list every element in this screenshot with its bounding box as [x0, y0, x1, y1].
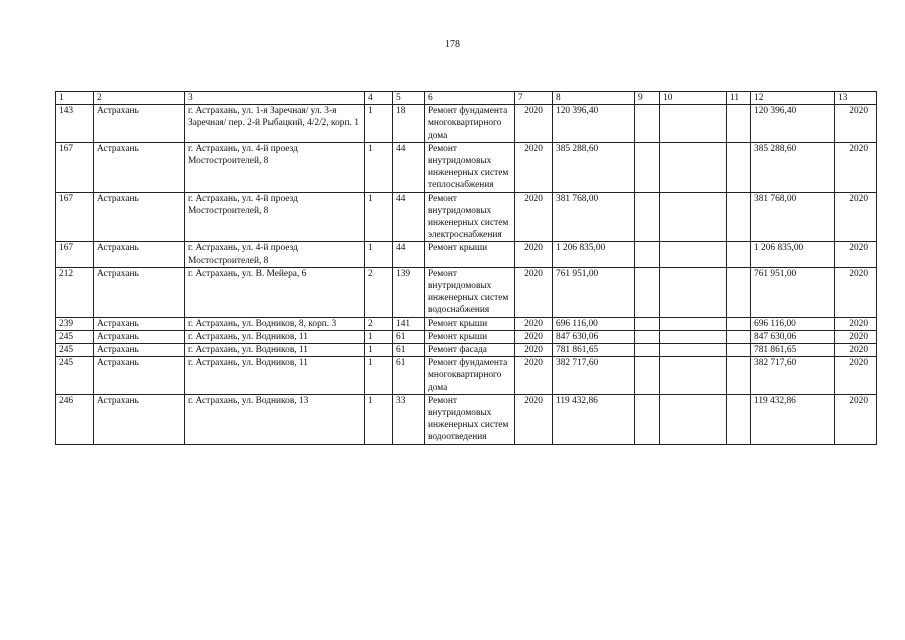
table-cell-col-11: [727, 242, 751, 267]
table-cell-col-1: 246: [56, 394, 94, 444]
table-cell-col-11: [727, 267, 751, 317]
table-cell-col-5: 61: [393, 357, 425, 395]
table-cell-col-13: 2020: [835, 344, 877, 357]
table-cell-col-3: г. Астрахань, ул. Водников, 13: [185, 394, 365, 444]
table-cell-col-3: г. Астрахань, ул. Водников, 11: [185, 357, 365, 395]
table-cell-col-4: 1: [365, 242, 393, 267]
table-cell-col-13: 2020: [835, 192, 877, 242]
column-number: 3: [185, 92, 365, 105]
table-cell-col-4: 1: [365, 357, 393, 395]
table-cell-col-11: [727, 317, 751, 330]
column-number: 9: [635, 92, 660, 105]
table-cell-col-2: Астрахань: [94, 344, 185, 357]
table-cell-col-1: 239: [56, 317, 94, 330]
table-cell-col-9: [635, 267, 660, 317]
column-number: 1: [56, 92, 94, 105]
table-cell-col-11: [727, 344, 751, 357]
table-cell-col-7: 2020: [515, 267, 553, 317]
table-cell-col-5: 33: [393, 394, 425, 444]
table-cell-col-1: 245: [56, 344, 94, 357]
table-cell-col-6: Ремонт крыши: [425, 330, 515, 343]
table-cell-col-12: 761 951,00: [751, 267, 835, 317]
table-cell-col-3: г. Астрахань, ул. Водников, 11: [185, 330, 365, 343]
table-cell-col-9: [635, 394, 660, 444]
table-cell-col-4: 1: [365, 394, 393, 444]
table-cell-col-13: 2020: [835, 242, 877, 267]
table-cell-col-12: 696 116,00: [751, 317, 835, 330]
table-cell-col-10: [660, 267, 727, 317]
table-cell-col-12: 1 206 835,00: [751, 242, 835, 267]
table-cell-col-4: 1: [365, 330, 393, 343]
table-cell-col-10: [660, 192, 727, 242]
table-cell-col-9: [635, 330, 660, 343]
table-cell-col-6: Ремонт внутридомовых инженерных систем водоснабжения: [425, 267, 515, 317]
column-number: 2: [94, 92, 185, 105]
table-cell-col-10: [660, 242, 727, 267]
table-cell-col-6: Ремонт фундамента многоквартирного дома: [425, 105, 515, 143]
table-cell-col-13: 2020: [835, 394, 877, 444]
table-body: [56, 92, 877, 445]
table-cell-col-13: 2020: [835, 357, 877, 395]
table-cell-col-9: [635, 142, 660, 192]
table-cell-col-9: [635, 357, 660, 395]
table-cell-col-2: Астрахань: [94, 242, 185, 267]
table-cell-col-7: 2020: [515, 394, 553, 444]
table-cell-col-8: 761 951,00: [553, 267, 635, 317]
table-cell-col-8: 1 206 835,00: [553, 242, 635, 267]
table-cell-col-5: 61: [393, 330, 425, 343]
table-cell-col-12: 781 861,65: [751, 344, 835, 357]
table-cell-col-3: г. Астрахань, ул. В. Мейера, 6: [185, 267, 365, 317]
table-cell-col-1: 167: [56, 142, 94, 192]
table-cell-col-11: [727, 192, 751, 242]
table-row: [56, 394, 877, 444]
column-number: 10: [660, 92, 727, 105]
table-cell-col-8: 781 861,65: [553, 344, 635, 357]
table-cell-col-12: 385 288,60: [751, 142, 835, 192]
table-cell-col-6: Ремонт внутридомовых инженерных систем водоотведения: [425, 394, 515, 444]
table-cell-col-2: Астрахань: [94, 105, 185, 143]
column-number-row: [56, 92, 877, 105]
table-cell-col-10: [660, 344, 727, 357]
table-cell-col-12: 120 396,40: [751, 105, 835, 143]
table-cell-col-8: 381 768,00: [553, 192, 635, 242]
table-cell-col-11: [727, 105, 751, 143]
table-cell-col-13: 2020: [835, 317, 877, 330]
table-cell-col-10: [660, 105, 727, 143]
table-cell-col-9: [635, 344, 660, 357]
table-row: [56, 192, 877, 242]
table-cell-col-4: 2: [365, 267, 393, 317]
table-cell-col-11: [727, 142, 751, 192]
table-cell-col-4: 1: [365, 142, 393, 192]
table-row: [56, 267, 877, 317]
table-cell-col-5: 139: [393, 267, 425, 317]
table-cell-col-8: 120 396,40: [553, 105, 635, 143]
table-row: [56, 105, 877, 143]
table-cell-col-6: Ремонт фундамента многоквартирного дома: [425, 357, 515, 395]
table-cell-col-7: 2020: [515, 357, 553, 395]
table-cell-col-3: г. Астрахань, ул. 4-й проезд Мостостроителей, 8: [185, 192, 365, 242]
table-cell-col-1: 245: [56, 330, 94, 343]
table-cell-col-6: Ремонт крыши: [425, 317, 515, 330]
table-cell-col-6: Ремонт крыши: [425, 242, 515, 267]
table-cell-col-5: 141: [393, 317, 425, 330]
table-cell-col-7: 2020: [515, 242, 553, 267]
repair-program-table: [55, 91, 877, 445]
column-number: 7: [515, 92, 553, 105]
table-cell-col-6: Ремонт фасада: [425, 344, 515, 357]
table-cell-col-4: 1: [365, 344, 393, 357]
table-cell-col-5: 18: [393, 105, 425, 143]
table-cell-col-2: Астрахань: [94, 142, 185, 192]
table-cell-col-9: [635, 242, 660, 267]
table-cell-col-12: 119 432,86: [751, 394, 835, 444]
table-cell-col-7: 2020: [515, 330, 553, 343]
page-number: 178: [445, 39, 460, 50]
table-cell-col-7: 2020: [515, 142, 553, 192]
table-cell-col-9: [635, 105, 660, 143]
table-cell-col-6: Ремонт внутридомовых инженерных систем электроснабжения: [425, 192, 515, 242]
table-cell-col-10: [660, 142, 727, 192]
table-cell-col-5: 44: [393, 192, 425, 242]
table-row: [56, 142, 877, 192]
table-cell-col-13: 2020: [835, 142, 877, 192]
table-cell-col-3: г. Астрахань, ул. Водников, 11: [185, 344, 365, 357]
table-cell-col-4: 2: [365, 317, 393, 330]
table-cell-col-7: 2020: [515, 105, 553, 143]
table-cell-col-5: 61: [393, 344, 425, 357]
table-row: [56, 330, 877, 343]
table-row: [56, 317, 877, 330]
table-cell-col-3: г. Астрахань, ул. 4-й проезд Мостостроителей, 8: [185, 142, 365, 192]
table-cell-col-8: 119 432,86: [553, 394, 635, 444]
table-cell-col-11: [727, 330, 751, 343]
table-cell-col-5: 44: [393, 142, 425, 192]
table-cell-col-1: 143: [56, 105, 94, 143]
table-cell-col-1: 167: [56, 192, 94, 242]
column-number: 11: [727, 92, 751, 105]
column-number: 13: [835, 92, 877, 105]
table-cell-col-10: [660, 394, 727, 444]
table-cell-col-7: 2020: [515, 344, 553, 357]
table-cell-col-2: Астрахань: [94, 192, 185, 242]
table-cell-col-4: 1: [365, 192, 393, 242]
table-cell-col-12: 381 768,00: [751, 192, 835, 242]
table-cell-col-7: 2020: [515, 192, 553, 242]
table-cell-col-13: 2020: [835, 105, 877, 143]
table-cell-col-3: г. Астрахань, ул. 1-я Заречная/ ул. 3-я Заречная/ пер. 2-й Рыбацкий, 4/2/2, корп. 1: [185, 105, 365, 143]
table-cell-col-9: [635, 192, 660, 242]
table-cell-col-4: 1: [365, 105, 393, 143]
table-cell-col-12: 847 630,06: [751, 330, 835, 343]
table-row: [56, 344, 877, 357]
table-cell-col-2: Астрахань: [94, 357, 185, 395]
table-cell-col-10: [660, 317, 727, 330]
column-number: 4: [365, 92, 393, 105]
table-cell-col-10: [660, 357, 727, 395]
table-cell-col-7: 2020: [515, 317, 553, 330]
table-cell-col-8: 847 630,06: [553, 330, 635, 343]
table-row: [56, 242, 877, 267]
table-cell-col-2: Астрахань: [94, 394, 185, 444]
table-cell-col-2: Астрахань: [94, 330, 185, 343]
table-cell-col-6: Ремонт внутридомовых инженерных систем теплоснабжения: [425, 142, 515, 192]
table-cell-col-11: [727, 357, 751, 395]
column-number: 8: [553, 92, 635, 105]
table-row: [56, 357, 877, 395]
table-cell-col-1: 212: [56, 267, 94, 317]
table-cell-col-13: 2020: [835, 330, 877, 343]
table-cell-col-8: 385 288,60: [553, 142, 635, 192]
table-cell-col-8: 696 116,00: [553, 317, 635, 330]
table-cell-col-3: г. Астрахань, ул. Водников, 8, корп. 3: [185, 317, 365, 330]
table-cell-col-3: г. Астрахань, ул. 4-й проезд Мостостроителей, 8: [185, 242, 365, 267]
table-cell-col-12: 382 717,60: [751, 357, 835, 395]
table-cell-col-9: [635, 317, 660, 330]
table-cell-col-2: Астрахань: [94, 317, 185, 330]
table-cell-col-1: 167: [56, 242, 94, 267]
table-cell-col-2: Астрахань: [94, 267, 185, 317]
table-cell-col-11: [727, 394, 751, 444]
table-cell-col-8: 382 717,60: [553, 357, 635, 395]
column-number: 6: [425, 92, 515, 105]
column-number: 12: [751, 92, 835, 105]
table-cell-col-5: 44: [393, 242, 425, 267]
table-cell-col-10: [660, 330, 727, 343]
table-cell-col-13: 2020: [835, 267, 877, 317]
column-number: 5: [393, 92, 425, 105]
table-cell-col-1: 245: [56, 357, 94, 395]
